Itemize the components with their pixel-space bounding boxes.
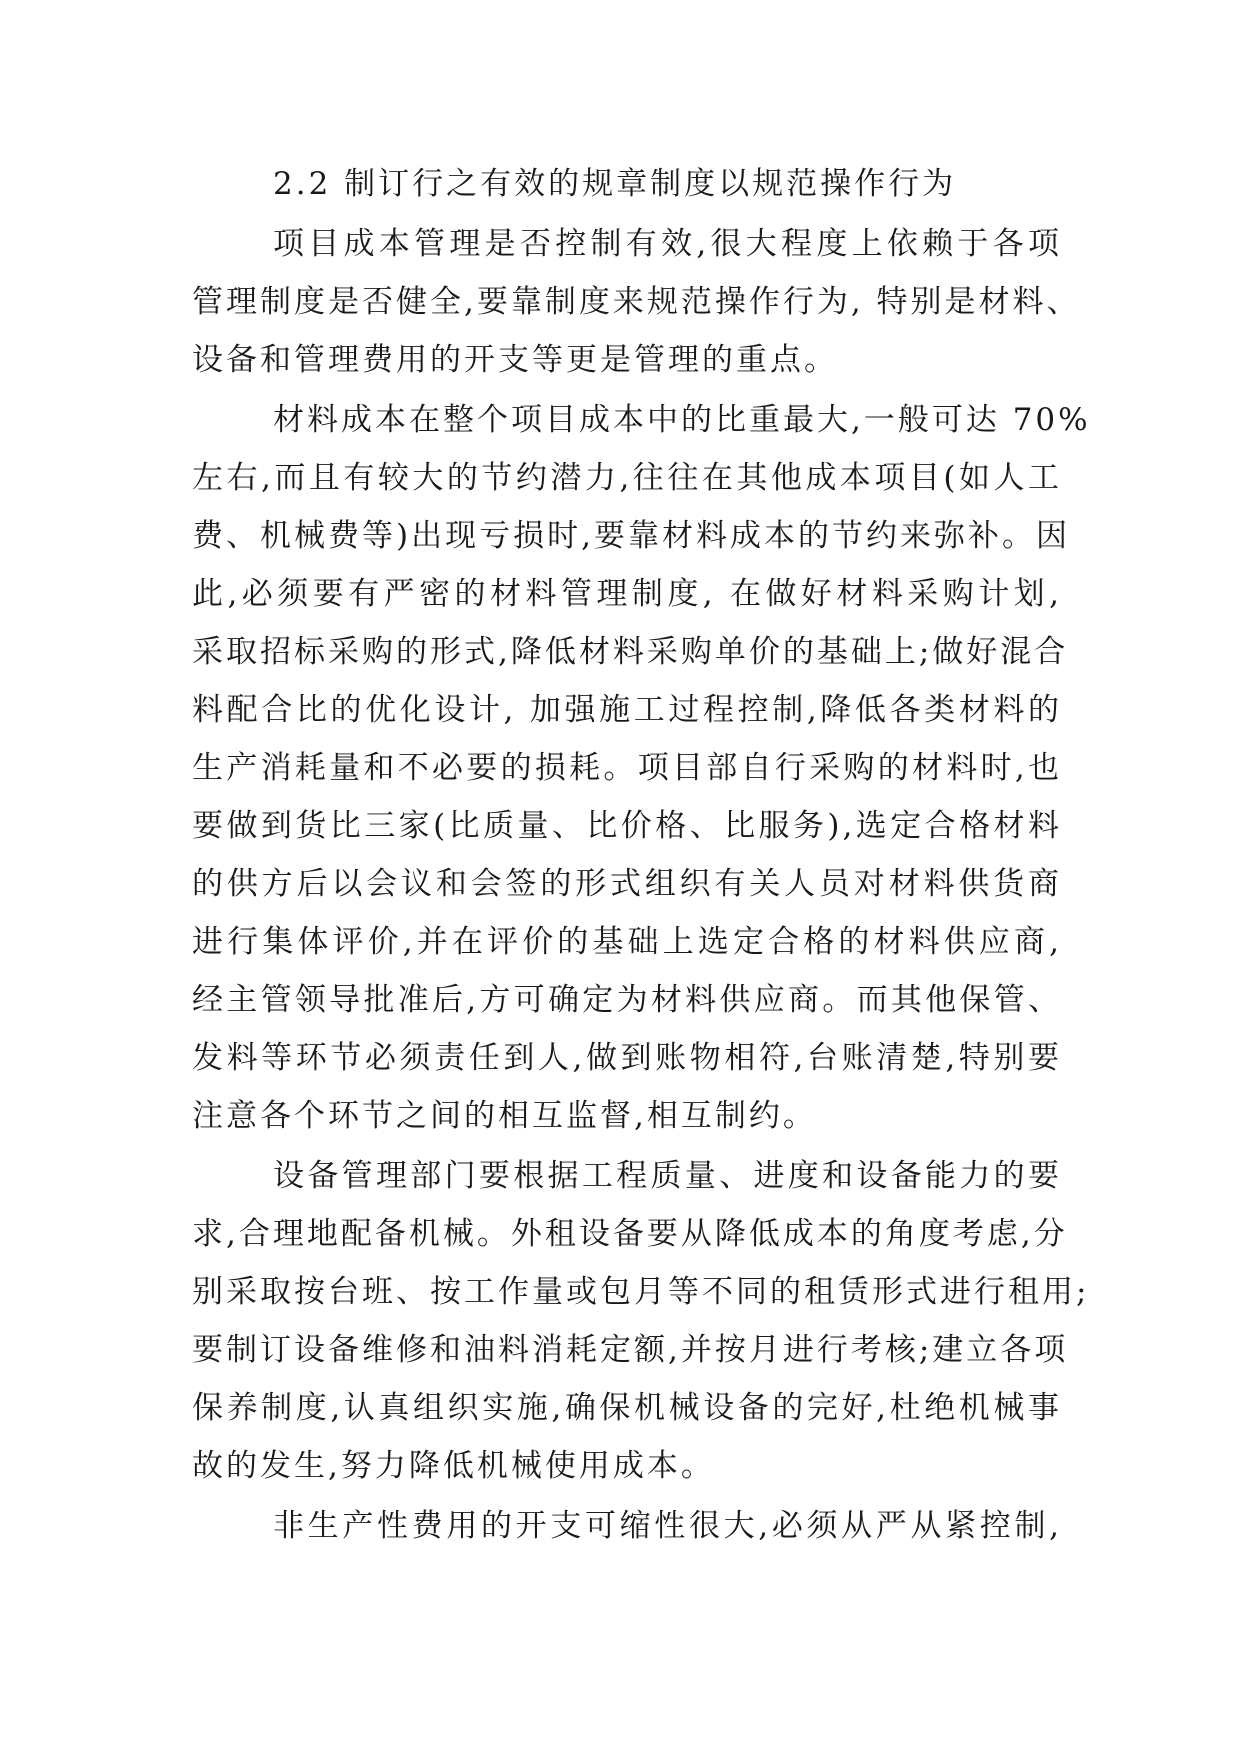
paragraph-line: 生产消耗量和不必要的损耗。项目部自行采购的材料时,也 <box>192 750 1062 786</box>
paragraph-line: 保养制度,认真组织实施,确保机械设备的完好,杜绝机械事 <box>192 1390 1062 1426</box>
paragraph-line: 进行集体评价,并在评价的基础上选定合格的材料供应商, <box>192 924 1062 960</box>
paragraph-line: 要做到货比三家(比质量、比价格、比服务),选定合格材料 <box>192 808 1062 844</box>
paragraph-line: 项目成本管理是否控制有效,很大程度上依赖于各项 <box>273 226 1062 262</box>
paragraph-line: 管理制度是否健全,要靠制度来规范操作行为, 特别是材料、 <box>192 284 1081 320</box>
paragraph-line: 料配合比的优化设计, 加强施工过程控制,降低各类材料的 <box>192 692 1062 728</box>
paragraph-line: 故的发生,努力降低机械使用成本。 <box>192 1448 715 1484</box>
paragraph-line: 设备管理部门要根据工程质量、进度和设备能力的要 <box>273 1158 1062 1194</box>
section-heading: 2.2 制订行之有效的规章制度以规范操作行为 <box>273 166 957 202</box>
paragraph-line: 采取招标采购的形式,降低材料采购单价的基础上;做好混合 <box>192 634 1069 670</box>
paragraph-line: 要制订设备维修和油料消耗定额,并按月进行考核;建立各项 <box>192 1332 1069 1368</box>
paragraph-line: 设备和管理费用的开支等更是管理的重点。 <box>192 342 838 378</box>
paragraph-line: 非生产性费用的开支可缩性很大,必须从严从紧控制, <box>273 1508 1062 1544</box>
paragraph-line: 此,必须要有严密的材料管理制度, 在做好材料采购计划, <box>192 576 1062 612</box>
paragraph-line: 注意各个环节之间的相互监督,相互制约。 <box>192 1098 817 1134</box>
paragraph-line: 材料成本在整个项目成本中的比重最大,一般可达 70% <box>273 402 1091 438</box>
paragraph-line: 费、机械费等)出现亏损时,要靠材料成本的节约来弥补。因 <box>192 518 1070 554</box>
paragraph-line: 别采取按台班、按工作量或包月等不同的租赁形式进行租用; <box>192 1274 1090 1310</box>
paragraph-line: 求,合理地配备机械。外租设备要从降低成本的角度考虑,分 <box>192 1216 1068 1252</box>
paragraph-line: 左右,而且有较大的节约潜力,往往在其他成本项目(如人工 <box>192 460 1062 496</box>
paragraph-line: 经主管领导批准后,方可确定为材料供应商。而其他保管、 <box>192 982 1062 1018</box>
paragraph-line: 的供方后以会议和会签的形式组织有关人员对材料供货商 <box>192 866 1062 902</box>
paragraph-line: 发料等环节必须责任到人,做到账物相符,台账清楚,特别要 <box>192 1040 1062 1076</box>
